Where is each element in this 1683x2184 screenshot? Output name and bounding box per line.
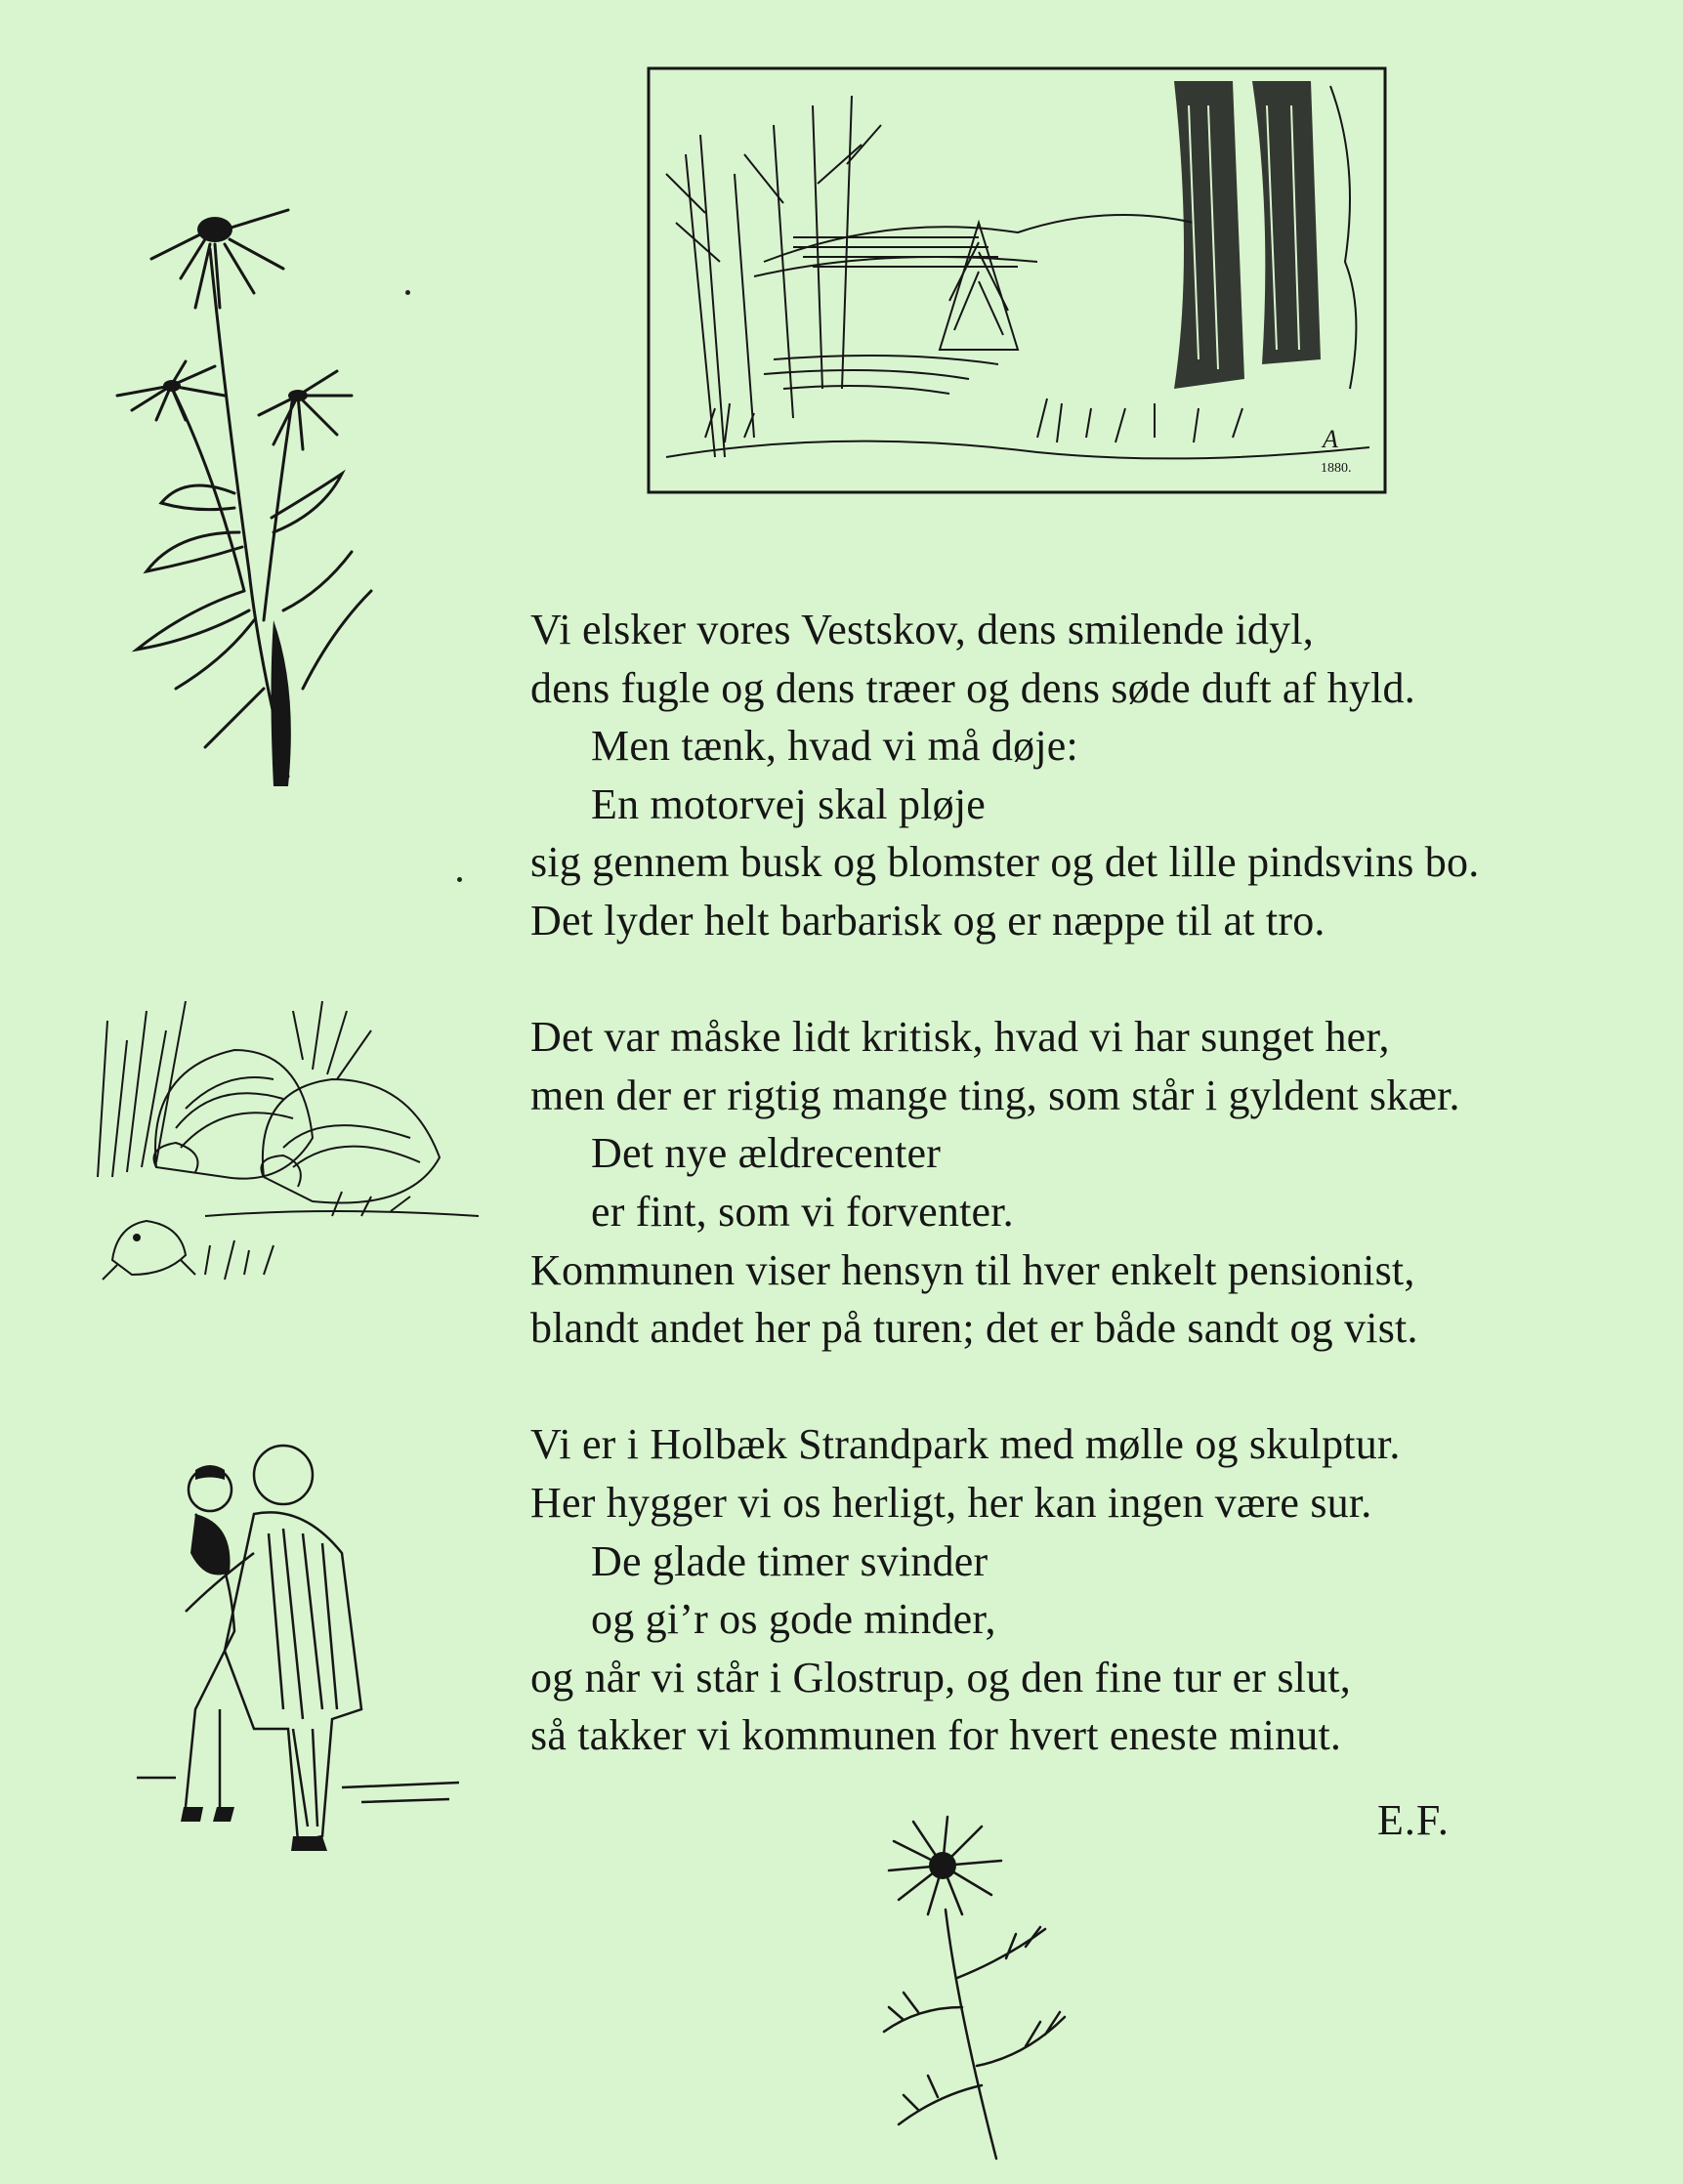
poem-line: Det var måske lidt kritisk, hvad vi har sunget her, xyxy=(530,1013,1390,1062)
poem-line: og når vi står i Glostrup, og den fine tur er slut, xyxy=(530,1653,1351,1701)
poem-line: blandt andet her på turen; det er både sandt og vist. xyxy=(530,1304,1418,1353)
hedgehogs-and-frog-icon xyxy=(88,982,498,1299)
poem-line-indented: Men tænk, hvad vi må døje: xyxy=(591,722,1078,771)
poem xyxy=(530,601,1634,1823)
poem-line-indented: er fint, som vi forventer. xyxy=(591,1187,1014,1236)
svg-text:1880.: 1880. xyxy=(1321,461,1352,476)
poem-line: Vi er i Holbæk Strandpark med mølle og skulptur. xyxy=(530,1420,1401,1469)
stanza-2 xyxy=(530,1008,1634,1358)
single-daisy-icon xyxy=(860,1812,1094,2168)
author-signature: E.F. xyxy=(1377,1796,1450,1844)
poem-line: Kommunen viser hensyn til hver enkelt pensionist, xyxy=(530,1245,1415,1294)
poem-line: Her hygger vi os herligt, her kan ingen være sur. xyxy=(530,1478,1372,1527)
poem-line: Det lyder helt barbarisk og er næppe til at tro. xyxy=(530,896,1325,945)
ink-speck xyxy=(405,290,410,295)
poem-line: dens fugle og dens træer og dens søde duft af hyld. xyxy=(530,663,1415,712)
poem-line: sig gennem busk og blomster og det lille pindsvins bo. xyxy=(530,838,1480,887)
daisy-plant-icon xyxy=(78,200,391,806)
poem-line: så takker vi kommunen for hvert eneste minut. xyxy=(530,1711,1342,1760)
forest-landscape-engraving-icon xyxy=(647,66,1387,494)
stanza-3 xyxy=(530,1415,1634,1765)
poem-line-indented: og gi’r os gode minder, xyxy=(591,1595,996,1644)
poem-line: Vi elsker vores Vestskov, dens smilende idyl, xyxy=(530,606,1314,653)
poem-line-indented: De glade timer svinder xyxy=(591,1536,989,1585)
stanza-1 xyxy=(530,601,1634,950)
ink-speck xyxy=(457,877,462,882)
poem-line: men der er rigtig mange ting, som står i gyldent skær. xyxy=(530,1071,1460,1119)
poem-line-indented: En motorvej skal pløje xyxy=(591,779,986,828)
dancing-couple-icon xyxy=(137,1436,459,1856)
poem-line-indented: Det nye ældrecenter xyxy=(591,1129,942,1178)
svg-text:A: A xyxy=(1323,425,1338,453)
